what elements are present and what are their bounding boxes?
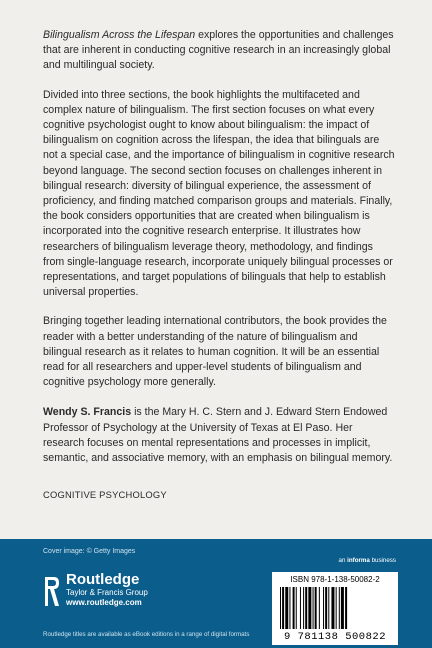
informa-word: informa — [347, 557, 370, 564]
intro-text: explores the opportunities and challenges that are inherent in conducting cognitive research in an increasingly global and multilingual society. — [43, 29, 394, 72]
author-bio — [43, 405, 395, 466]
publisher-group: Taylor & Francis Group — [66, 588, 148, 597]
cover-credit: Cover image: © Getty Images — [43, 548, 136, 555]
barcode-number: 9 781138 500822 — [283, 631, 386, 643]
contributors-paragraph: Bringing together leading international contributors, the book provides the reader with a better understanding of the nature of bilingualism and bilingual research as it relates to human cognition. It will be an essential read for all researchers and upper-level students of bilingualism and cognitive psychology more generally. — [43, 315, 387, 389]
barcode — [272, 572, 398, 645]
barcode-bars — [280, 587, 390, 629]
book-title: Bilingualism Across the Lifespan — [43, 29, 196, 41]
sections-paragraph: Divided into three sections, the book highlights the multifaceted and complex nature of bilingualism. The first section focuses on what every cognitive psychologist ought to know about bilingualism: the impact of bilingualism on cognition across the lifespan, the idea that bilinguals are not a special case, and the importance of bilingualism in cognitive research beyond language. The second section focuses on challenges inherent in bilingual research: diversity of bilingual experience, the assessment of proficiency, and finding matched comparison groups and materials. Finally, the book considers opportunities that are created when bilingualism is incorporated into the cognitive research enterprise. It illustrates how researchers of bilingualism leverage theory, methodology, and findings from single-language research, incorporate uniquely bilingual processes or representations, and target populations of bilinguals that help to establish universal properties. — [43, 88, 395, 299]
publisher-url[interactable]: www.routledge.com — [66, 598, 142, 607]
informa-prefix: an — [338, 557, 348, 564]
routledge-logo-icon — [45, 577, 59, 606]
ebook-note: Routledge titles are available as eBook editions in a range of digital formats — [43, 631, 250, 638]
back-cover-text — [43, 28, 395, 500]
author-bio-text: is the Mary H. C. Stern and J. Edward Stern Endowed Professor of Psychology at the University of Texas at El Paso. Her research focuses on mental representations and processes in implicit, semantic, and associative memory, with an emphasis on bilingual memory. — [43, 406, 393, 465]
publisher-name: Routledge — [66, 571, 140, 588]
intro-paragraph — [43, 28, 395, 74]
informa-suffix: business — [369, 557, 396, 564]
publisher-block — [66, 572, 148, 608]
publisher-footer — [0, 539, 432, 648]
informa-note — [339, 557, 396, 564]
isbn-label: ISBN 978-1-138-50082-2 — [290, 575, 380, 584]
author-name: Wendy S. Francis — [43, 406, 132, 419]
subject-category: COGNITIVE PSYCHOLOGY — [43, 489, 167, 501]
